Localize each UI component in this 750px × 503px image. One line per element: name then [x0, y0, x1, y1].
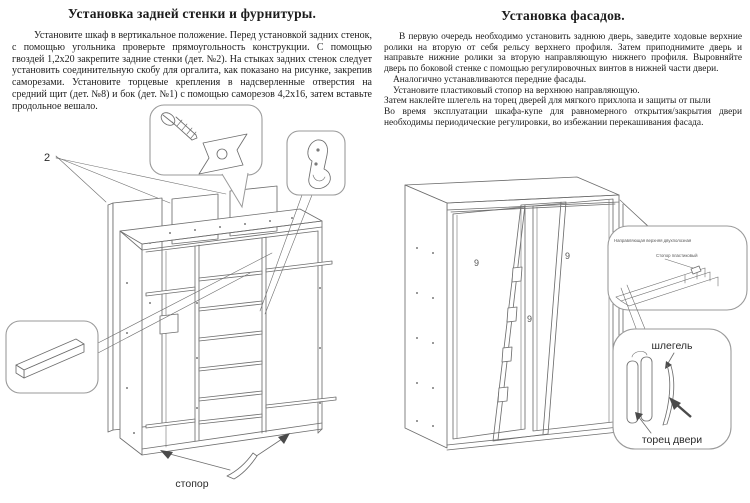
- section-back-wall: [12, 6, 372, 113]
- callout-top-rail: [608, 226, 747, 310]
- shelves: [146, 261, 336, 428]
- right-paragraph-3: Установите пластиковый стопор на верхнюю направляющую.: [393, 85, 640, 96]
- guide-rail-label: Направляющая верхняя двухполозная: [614, 238, 692, 243]
- right-section-title: Установка фасадов.: [501, 8, 625, 23]
- callout-hanging-rail: [6, 321, 98, 393]
- right-paragraph-2: Аналогично устанавливаются передние фасады.: [393, 74, 587, 85]
- left-section-title: Установка задней стенки и фурнитуры.: [67, 6, 317, 21]
- sliding-door-left: [453, 207, 525, 439]
- right-paragraph-4: Затем наклейте шлегель на торец дверей для мягкого прихлопа и защиты от пыли: [384, 96, 711, 107]
- door-number-label: 9: [527, 314, 533, 324]
- door-number-label: 9: [474, 258, 480, 268]
- door-edge-label: торец двери: [641, 434, 703, 446]
- right-paragraph-5: Во время эксплуатации шкафа-купе для равномерного открытия/закрытия двери необходимы периодические регулировки, во избежании перекашивания фасада.: [384, 107, 742, 128]
- sliding-door-right: [533, 199, 613, 431]
- facade-installation-diagram: [375, 103, 750, 503]
- shlegel-label: шлегель: [651, 340, 693, 352]
- callout-screw-plate: [150, 105, 262, 207]
- right-paragraph-1: В первую очередь необходимо установить заднюю дверь, заведите ходовые верхние ролики на вторую от себя рельсу верхнего профиля. Затем приподнимите дверь и направьте нижние ролики за вторую направляющую нижнего профиля. Выровняйте дверь по боковой стенке с помощью регулировочных винтов в нижней части двери.: [384, 32, 742, 75]
- back-wall-assembly-diagram: [0, 103, 375, 503]
- left-section-paragraph: Установите шкаф в вертикальное положение. Перед установкой задних стенок, с помощью угольника проверьте прямоугольность конструкции. С помощью гвоздей 1,2х20 закрепите задние стенки (дет. №2). На стыках задних стенок следует установить соединительную скобу для оргалита, как показано на рисунке, закрепив саморезами. Установите торцевые крепления в надсверленные отверстия на средний щит (дет. №8) и бок (дет. №1) с помощью саморезов 4,2х16, затем вставьте продольное вешало.: [12, 30, 372, 112]
- stopper-icon: [227, 453, 257, 479]
- callout-door-edge: [613, 329, 731, 449]
- connector-plate-mounted: [160, 314, 178, 334]
- back-panel-number-label: 2: [44, 152, 51, 164]
- stopper-label: стопор: [175, 478, 209, 490]
- plastic-stopper-label: Стопор пластиковый: [656, 253, 698, 258]
- door-number-label: 9: [565, 251, 571, 261]
- stopper-annotation: [160, 433, 290, 490]
